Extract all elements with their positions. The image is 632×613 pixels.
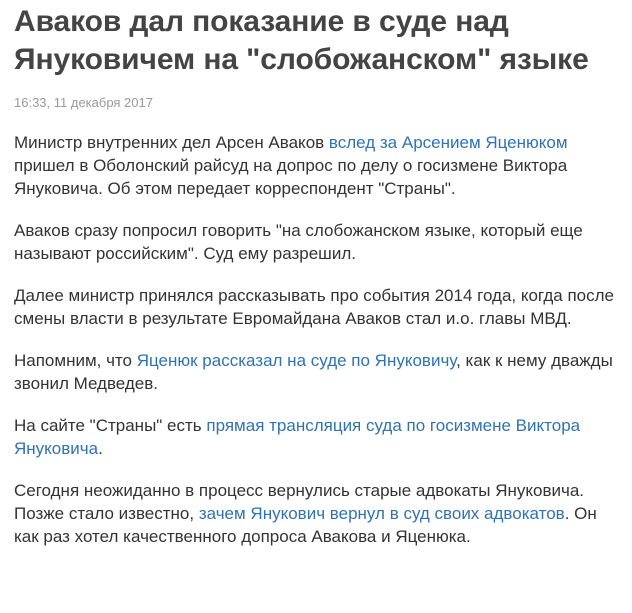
paragraph: Далее министр принялся рассказывать про события 2014 года, когда после смены власти в результате Евромайдана Аваков стал и.о. главы МВД.: [14, 286, 615, 328]
paragraph-text: Министр внутренних дел Арсен Аваков: [14, 133, 329, 152]
article: [14, 0, 626, 548]
paragraph: [14, 414, 626, 460]
paragraph-text: пришел в Оболонский райсуд на допрос по делу о госизмене Виктора Януковича. Об этом передает корреспондент "Страны".: [14, 156, 568, 198]
paragraph-text: На сайте "Страны" есть: [14, 416, 207, 435]
paragraph: [14, 131, 626, 200]
paragraph: Аваков сразу попросил говорить "на слобожанском языке, который еще называют российским". Суд ему разрешил.: [14, 221, 583, 263]
paragraph-text: .: [98, 439, 103, 458]
link-live-broadcast[interactable]: прямая трансляция суда по госизмене Виктора Януковича: [14, 416, 581, 458]
article-title: Аваков дал показание в суде над Януковичем на "слобожанском" языке: [14, 5, 589, 76]
link-yanukovych-lawyers[interactable]: зачем Янукович вернул в суд своих адвокатов: [198, 504, 565, 523]
paragraph-text: Сегодня неожиданно в процесс вернулись старые адвокаты Януковича. Позже стало известно,: [14, 481, 585, 523]
paragraph-text: , как к нему дважды звонил Медведев.: [14, 351, 613, 393]
paragraph-text: . Он как раз хотел качественного допроса Авакова и Яценюка.: [14, 504, 597, 546]
link-yatsenyuk-followed[interactable]: вслед за Арсением Яценюком: [328, 133, 568, 152]
paragraph: [14, 479, 626, 548]
paragraph-text: Напомним, что: [14, 351, 137, 370]
link-yatsenyuk-testimony[interactable]: Яценюк рассказал на суде по Януковичу: [136, 351, 457, 370]
paragraph: [14, 349, 626, 395]
article-date: 16:33, 11 декабря 2017: [14, 95, 153, 110]
